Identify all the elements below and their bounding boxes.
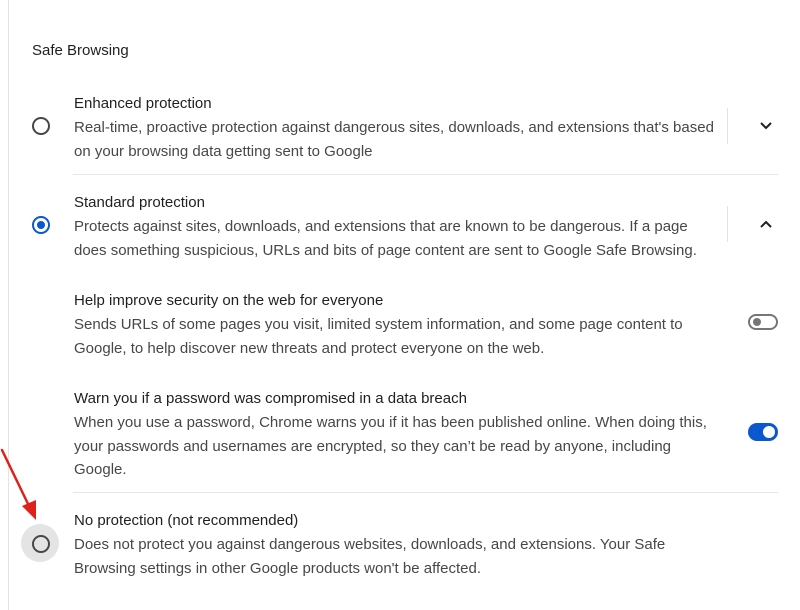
chevron-down-icon[interactable] <box>758 118 774 134</box>
no-protection-description: Does not protect you against dangerous websites, downloads, and extensions. Your Safe Browsing settings in other Google products won't be affected. <box>74 536 666 577</box>
enhanced-protection-title: Enhanced protection <box>74 95 212 112</box>
chevron-up-icon[interactable] <box>758 216 774 232</box>
red-arrow-icon <box>0 448 50 538</box>
password-warning-title: Warn you if a password was compromised in a data breach <box>74 390 467 407</box>
password-warning-setting <box>74 389 724 482</box>
password-warning-toggle[interactable] <box>748 423 778 441</box>
enhanced-protection-option[interactable] <box>74 94 724 163</box>
no-protection-title: No protection (not recommended) <box>74 512 299 529</box>
help-improve-setting <box>74 291 724 360</box>
standard-protection-option[interactable] <box>74 193 724 262</box>
standard-protection-radio[interactable] <box>32 216 50 234</box>
password-warning-description: When you use a password, Chrome warns you if it has been published online. When doing this, your passwords and usernames are encrypted, so they can’t be read by anyone, including Google. <box>74 414 707 478</box>
standard-separator <box>727 206 728 242</box>
standard-protection-description: Protects against sites, downloads, and extensions that are known to be dangerous. If a page does something suspicious, URLs and bits of page content are sent to Google Safe Browsing. <box>74 218 697 259</box>
no-protection-option[interactable] <box>74 511 724 580</box>
help-improve-title: Help improve security on the web for everyone <box>74 292 384 309</box>
help-improve-description: Sends URLs of some pages you visit, limited system information, and some page content to Google, to help discover new threats and protect everyone on the web. <box>74 316 683 357</box>
enhanced-separator <box>727 108 728 144</box>
divider <box>73 492 778 493</box>
help-improve-toggle[interactable] <box>748 314 778 330</box>
enhanced-protection-radio[interactable] <box>32 117 50 135</box>
standard-protection-title: Standard protection <box>74 194 205 211</box>
enhanced-protection-description: Real-time, proactive protection against dangerous sites, downloads, and extensions that's based on your browsing data getting sent to Google <box>74 119 714 160</box>
section-title: Safe Browsing <box>32 42 129 59</box>
divider <box>73 174 778 175</box>
